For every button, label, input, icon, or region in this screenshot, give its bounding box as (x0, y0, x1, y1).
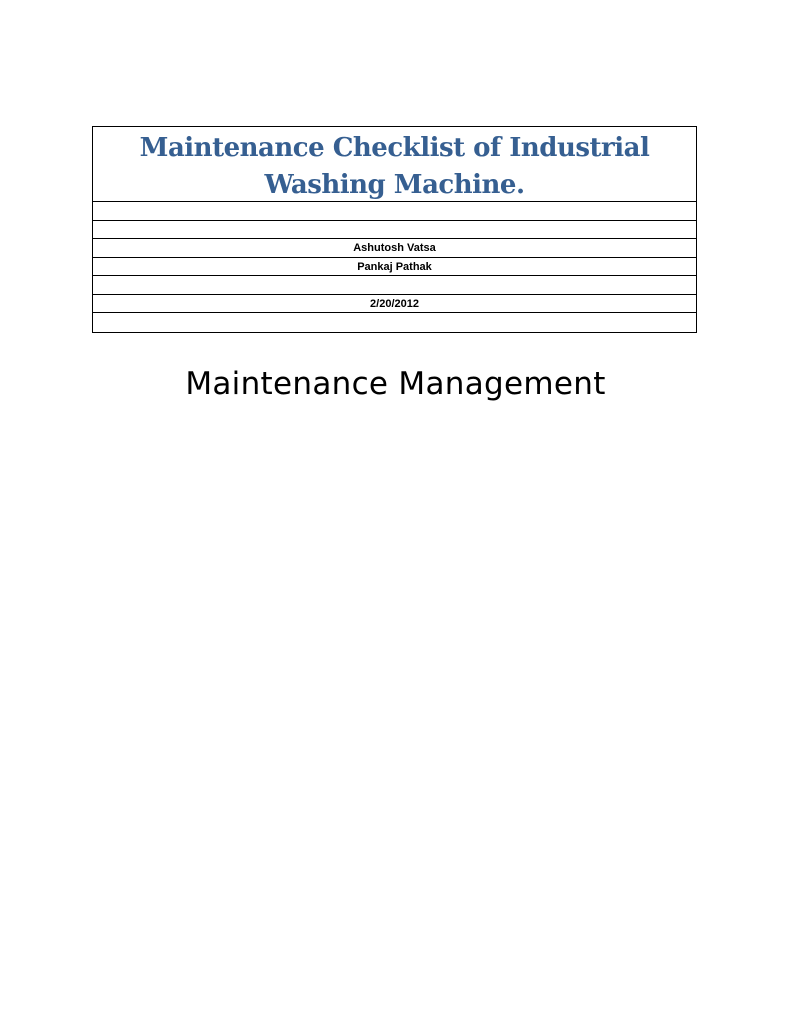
document-date: 2/20/2012 (93, 295, 696, 314)
empty-row (93, 221, 696, 240)
title-cell (93, 127, 696, 202)
empty-row (93, 202, 696, 221)
empty-row (93, 313, 696, 332)
author-1: Ashutosh Vatsa (93, 239, 696, 258)
empty-row (93, 276, 696, 295)
document-title: Maintenance Checklist of Industrial Washing Machine. (139, 133, 650, 200)
cover-table (92, 126, 697, 333)
author-2: Pankaj Pathak (93, 258, 696, 277)
document-subtitle: Maintenance Management (185, 366, 606, 402)
